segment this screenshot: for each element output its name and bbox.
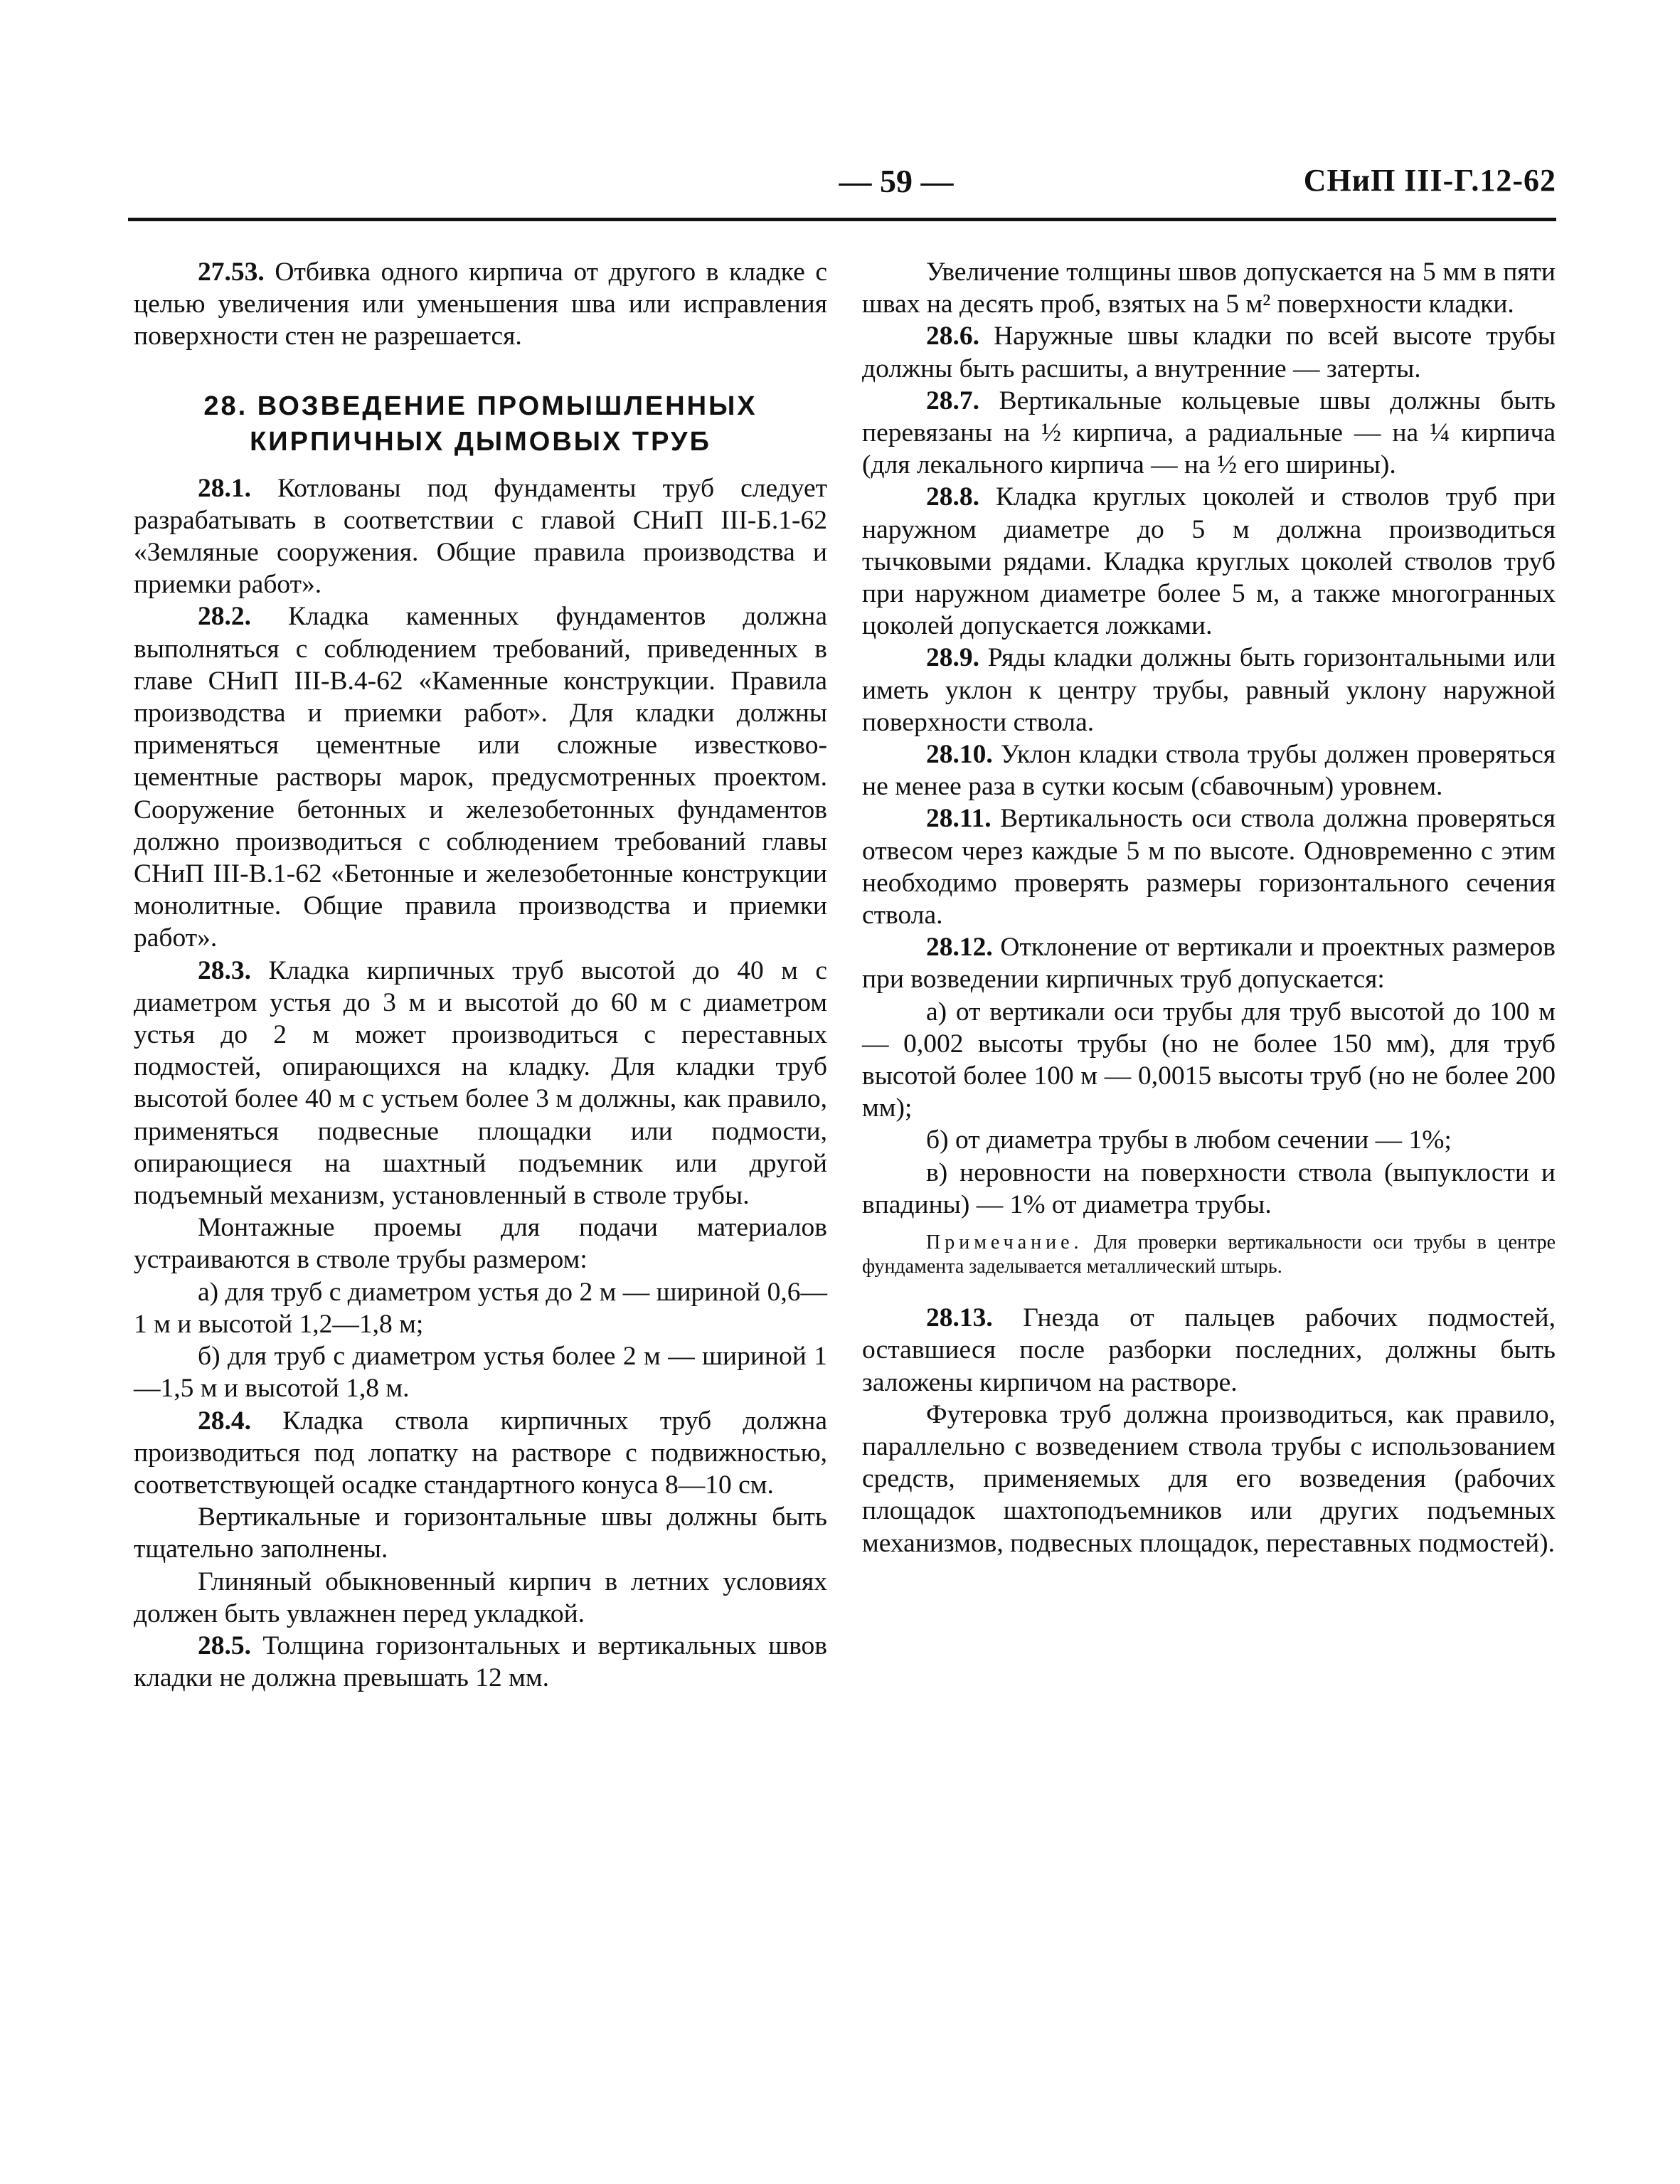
document-code: СНиП III-Г.12-62	[1303, 163, 1556, 198]
paragraph-28-5-continued: Увеличение толщины швов допускается на 5 мм в пяти швах на десять проб, взятых на 5 м² поверхности кладки.	[862, 258, 1556, 319]
paragraph-28-5	[134, 1630, 827, 1694]
note	[862, 1231, 1556, 1279]
clause-number: 28.1.	[198, 473, 251, 503]
paragraph-28-4	[134, 1405, 827, 1502]
clause-text: Ряды кладки должны быть горизонтальными или иметь уклон к центру трубы, равный уклону наружной поверхности ствола.	[862, 643, 1556, 737]
clause-number: 28.4.	[198, 1406, 251, 1436]
left-column	[134, 256, 827, 1694]
paragraph-28-13	[862, 1302, 1556, 1399]
clause-number: 28.12.	[926, 933, 993, 963]
clause-text: Кладка ствола кирпичных труб должна производиться под лопатку на растворе с подвижностью, соответствующей осадке стандартного конуса 8—10 см.	[134, 1406, 827, 1500]
clause-text: Отклонение от вертикали и проектных размеров при возведении кирпичных труб допускается:	[862, 933, 1556, 995]
clause-number: 27.53.	[198, 258, 265, 287]
clause-number: 28.9.	[926, 643, 979, 673]
clause-number: 28.10.	[926, 740, 993, 770]
section-title-line: 28. ВОЗВЕДЕНИЕ ПРОМЫШЛЕННЫХ	[203, 391, 757, 421]
clause-text: Гнезда от пальцев рабочих подмостей, оставшиеся после разборки последних, должны быть заложены кирпичом на растворе.	[862, 1303, 1556, 1397]
paragraph-28-4-clay-brick: Глиняный обыкновенный кирпич в летних условиях должен быть увлажнен перед укладкой.	[134, 1567, 827, 1628]
clause-text: Вертикальность оси ствола должна проверяться отвесом через каждые 5 м по высоте. Одновременно с этим необходимо проверять размеры горизонтального сечения ствола.	[862, 804, 1556, 931]
clause-text: Уклон кладки ствола трубы должен проверяться не менее раза в сутки косым (сбавочным) уровнем.	[862, 740, 1556, 802]
paragraph-28-2	[134, 600, 827, 954]
clause-text: Кладка круглых цоколей и стволов труб при наружном диаметре до 5 м должна производиться тычковыми рядами. Кладка круглых цоколей стволов труб при наружном диаметре более 5 м, а также многогранных цоколей допускается ложками.	[862, 482, 1556, 641]
list-item-b: б) для труб с диаметром устья более 2 м — шириной 1—1,5 м и высотой 1,8 м.	[134, 1342, 827, 1404]
paragraph-28-9	[862, 642, 1556, 738]
paragraph-28-10	[862, 738, 1556, 802]
paragraph-28-3	[134, 955, 827, 1212]
clause-text: Кладка каменных фундаментов должна выполняться с соблюдением требований, приведенных в главе СНиП III-В.4-62 «Каменные конструкции. Правила производства и приемки работ». Для кладки должны применяться цементные или сложные известково-цементные растворы марок, предусмотренных проектом. Сооружение бетонных и железобетонных фундаментов должно производиться с соблюдением требований главы СНиП III-В.1-62 «Бетонные и железобетонные конструкции монолитные. Общие правила производства и приемки работ».	[134, 602, 827, 953]
paragraph-27-53	[134, 256, 827, 353]
list-item-a: а) от вертикали оси трубы для труб высотой до 100 м — 0,002 высоты трубы (но не более 150 мм), для труб высотой более 100 м — 0,0015 высоты труб (но не более 200 мм);	[862, 997, 1556, 1123]
paragraph-28-13-lining: Футеровка труб должна производиться, как правило, параллельно с возведением ствола трубы с использованием средств, применяемых для его возведения (рабочих площадок шахтоподъемников или других подъемных механизмов, подвесных площадок, переставных подмостей).	[862, 1399, 1556, 1558]
page-header	[128, 162, 1556, 219]
paragraph-28-7	[862, 385, 1556, 482]
section-title	[134, 388, 827, 460]
paragraph-28-11	[862, 802, 1556, 931]
clause-number: 28.3.	[198, 955, 251, 985]
paragraph-28-6	[862, 320, 1556, 384]
clause-number: 28.6.	[926, 322, 979, 351]
clause-number: 28.13.	[926, 1303, 993, 1333]
note-label: Примечание.	[926, 1231, 1083, 1254]
note-text: Для проверки вертикальности оси трубы в центре фундамента заделывается металлический штырь.	[862, 1231, 1556, 1278]
paragraph-28-4-joints: Вертикальные и горизонтальные швы должны быть тщательно заполнены.	[134, 1502, 827, 1564]
clause-number: 28.8.	[926, 482, 979, 512]
paragraph-28-1	[134, 472, 827, 601]
right-column	[862, 256, 1556, 1559]
list-item-a: а) для труб с диаметром устья до 2 м — шириной 0,6—1 м и высотой 1,2—1,8 м;	[134, 1277, 827, 1339]
list-item-b: б) от диаметра трубы в любом сечении — 1%;	[926, 1125, 1452, 1155]
clause-text: Вертикальные кольцевые швы должны быть перевязаны на ½ кирпича, а радиальные — на ¼ кирпича (для лекального кирпича — на ½ его ширины).	[862, 386, 1556, 480]
paragraph-28-8	[862, 481, 1556, 642]
clause-number: 28.7.	[926, 386, 979, 415]
header-rule	[128, 218, 1556, 221]
clause-number: 28.11.	[926, 804, 991, 834]
clause-number: 28.5.	[198, 1631, 251, 1660]
list-item-c: в) неровности на поверхности ствола (выпуклости и впадины) — 1% от диаметра трубы.	[862, 1157, 1556, 1219]
section-title-line: КИРПИЧНЫХ ДЫМОВЫХ ТРУБ	[250, 426, 711, 457]
clause-number: 28.2.	[198, 602, 251, 632]
clause-text: Кладка кирпичных труб высотой до 40 м с диаметром устья до 3 м и высотой до 60 м с диаметром устья до 2 м может производиться с переставных подмостей, опирающихся на кладку. Для кладки труб высотой более 40 м с устьем более 3 м должны, как правило, применяться подвесные площадки или подмости, опирающиеся на шахтный подъемник или другой подъемный механизм, установленный в стволе трубы.	[134, 955, 827, 1211]
clause-text: Наружные швы кладки по всей высоте трубы должны быть расшиты, а внутренние — затерты.	[862, 322, 1556, 383]
clause-text: Котлованы под фундаменты труб следует разрабатывать в соответствии с главой СНиП III-Б.1-62 «Земляные сооружения. Общие правила производства и приемки работ».	[134, 473, 827, 600]
page-number: — 59 —	[839, 163, 954, 199]
paragraph-28-12	[862, 931, 1556, 995]
clause-text: Отбивка одного кирпича от другого в кладке с целью увеличения или уменьшения шва или исправления поверхности стен не разрешается.	[134, 258, 827, 351]
paragraph-28-3-openings: Монтажные проемы для подачи материалов устраиваются в стволе трубы размером:	[134, 1213, 827, 1275]
clause-text: Толщина горизонтальных и вертикальных швов кладки не должна превышать 12 мм.	[134, 1631, 827, 1693]
